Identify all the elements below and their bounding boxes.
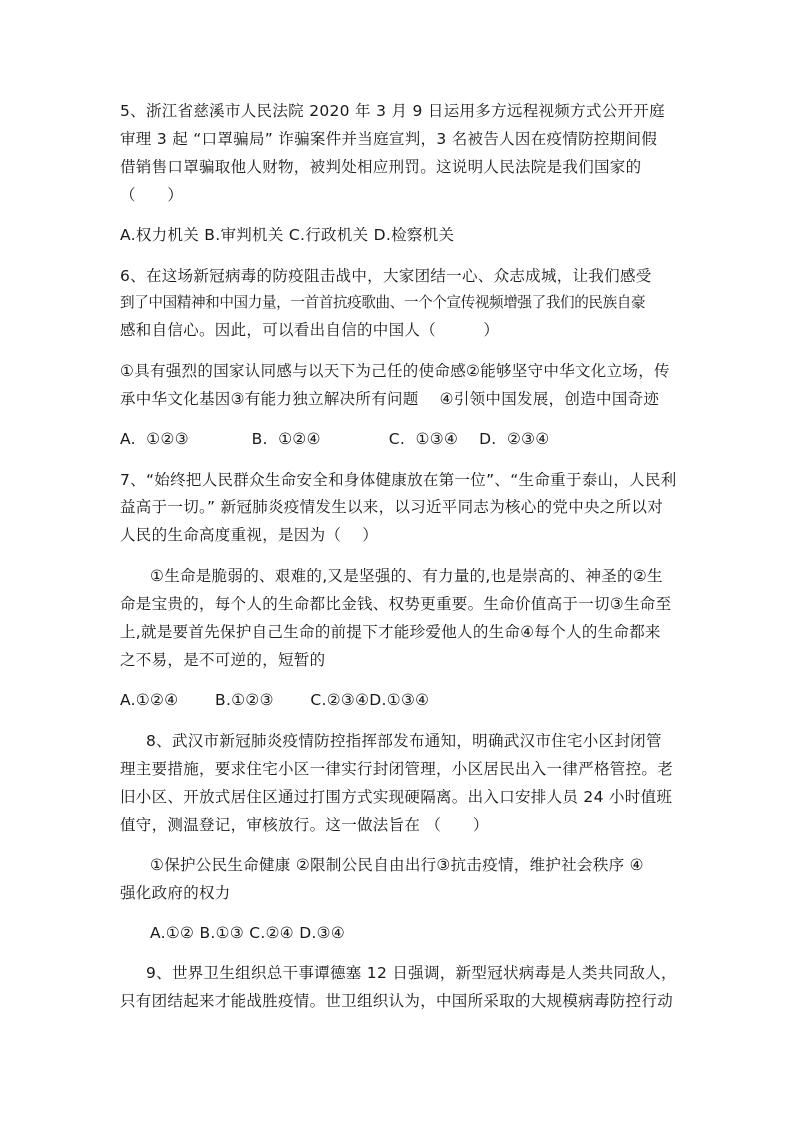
q7-statement-2: 命是宝贵的，每个人的生命都比金钱、权势更重要。生命价值高于一切③生命至 [120, 595, 672, 613]
q6-options: A. ①②③ B. ①②④ C. ①③④ D. ②③④ [120, 430, 550, 448]
q8-line-1: 8、武汉市新冠肺炎疫情防控指挥部发布通知，明确武汉市住宅小区封闭管 [146, 732, 662, 750]
q9-line-2: 只有团结起来才能战胜疫情。世卫组织认为，中国所采取的大规模病毒防控行动 [120, 992, 674, 1010]
q8-statement-2: 强化政府的权力 [120, 884, 231, 902]
q7-options: A.①②④ B.①②③ C.②③④D.①③④ [120, 691, 430, 709]
q7-statement-3: 上,就是要首先保护自己生命的前提下才能珍爱他人的生命④每个人的生命都来 [120, 623, 661, 641]
q5-line-3: 借销售口罩骗取他人财物，被判处相应刑罚。这说明人民法院是我们国家的 [120, 158, 642, 176]
q5-line-1: 5、浙江省慈溪市人民法院 2020 年 3 月 9 日运用多方远程视频方式公开开庭 [120, 102, 665, 120]
q9-line-1: 9、世界卫生组织总干事谭德塞 12 日强调，新型冠状病毒是人类共同敌人， [146, 964, 677, 982]
q5-line-4: （ ） [120, 186, 184, 204]
q8-statement-1: ①保护公民生命健康 ②限制公民自由出行③抗击疫情，维护社会秩序 ④ [150, 856, 644, 874]
q8-line-4: 值守，测温登记，审核放行。这一做法旨在 （ ） [120, 816, 489, 834]
q8-line-3: 旧小区、开放式居住区通过打围方式实现硬隔离。出入口安排人员 24 小时值班 [120, 788, 673, 806]
q6-line-1: 6、在这场新冠病毒的防疫阻击战中，大家团结一心、众志成城，让我们感受 [120, 267, 652, 285]
q7-line-1: 7、“始终把人民群众生命安全和身体健康放在第一位”、“生命重于泰山，人民利 [120, 471, 677, 489]
q7-line-3: 人民的生命高度重视，是因为（ ） [120, 526, 379, 544]
q7-statement-1: ①生命是脆弱的、艰难的,又是坚强的、有力量的,也是崇高的、神圣的②生 [150, 567, 663, 585]
q8-line-2: 理主要措施，要求住宅小区一律实行封闭管理，小区居民出入一律严格管控。老 [120, 760, 674, 778]
q7-line-2: 益高于一切。” 新冠肺炎疫情发生以来，以习近平同志为核心的党中央之所以对 [120, 498, 664, 516]
q5-line-2: 审理 3 起 “口罩骗局” 诈骗案件并当庭宣判，3 名被告人因在疫情防控期间假 [120, 130, 658, 148]
q6-line-3: 感和自信心。因此，可以看出自信的中国人（ ） [120, 321, 500, 339]
q5-options: A.权力机关 B.审判机关 C.行政机关 D.检察机关 [120, 226, 455, 244]
q7-statement-4: 之不易，是不可逆的，短暂的 [120, 651, 326, 669]
q6-statement-2: 承中华文化基因③有能力独立解决所有问题 ④引领中国发展，创造中国奇迹 [120, 390, 660, 408]
q6-line-2: 到了中国精神和中国力量，一首首抗疫歌曲、一个个宣传视频增强了我们的民族自豪 [120, 294, 646, 311]
q8-options: A.①② B.①③ C.②④ D.③④ [150, 924, 346, 942]
q6-statement-1: ①具有强烈的国家认同感与以天下为己任的使命感②能够坚守中华文化立场，传 [120, 362, 670, 380]
